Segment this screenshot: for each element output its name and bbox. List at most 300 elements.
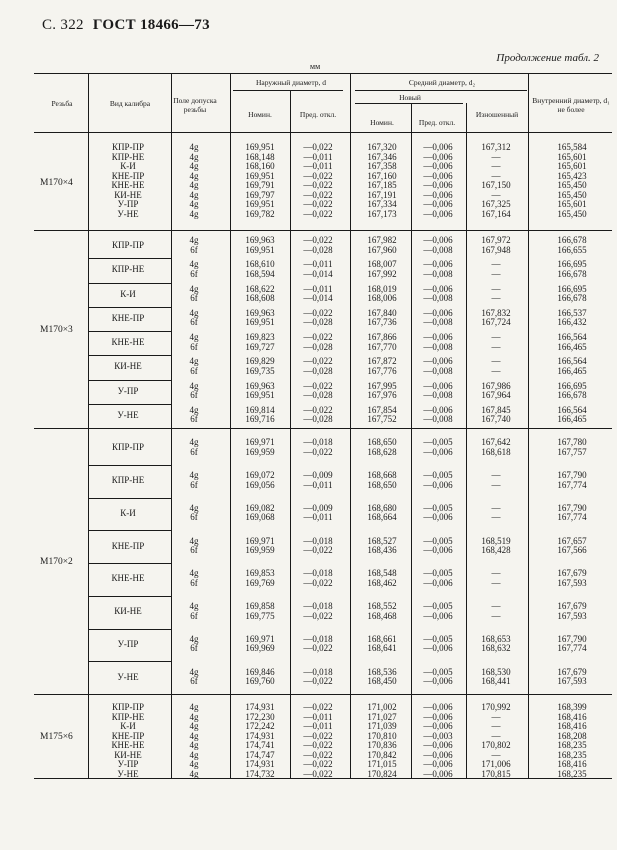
cell-in: 165,450 — [557, 208, 587, 219]
cell-md — [413, 333, 463, 352]
cell-md — [413, 635, 463, 654]
cell-mn: 170,842 — [367, 749, 397, 760]
cell-in — [545, 285, 599, 304]
cell-value: 169,969 — [245, 643, 275, 654]
cell-value: — — [491, 479, 501, 490]
column-rule — [411, 103, 412, 778]
page-header — [42, 17, 210, 34]
cell-worn — [469, 471, 523, 490]
cell-od — [293, 357, 343, 376]
cell-value: 169,814 — [245, 404, 275, 415]
cell-in — [545, 260, 599, 279]
cell-value: —0,008 — [423, 244, 453, 255]
cell-value: 169,963 — [245, 307, 275, 318]
cell-value: —0,005 — [423, 535, 453, 546]
gauge-name: У-НЕ — [117, 208, 139, 219]
cell-value: 168,650 — [367, 479, 397, 490]
cell-on: 169,951 — [245, 142, 275, 152]
gauge-name: У-ПР — [117, 199, 139, 209]
cell-worn: — — [491, 189, 501, 200]
cell-in: 165,423 — [557, 170, 587, 181]
header-outer-diameter: Наружный диаметр, d — [255, 78, 327, 87]
cell-tol: 4g — [189, 721, 199, 731]
cell-value: 167,992 — [367, 268, 397, 279]
cell-value: 167,679 — [557, 666, 587, 677]
cell-value: 167,964 — [481, 390, 511, 401]
cell-value: 6f — [190, 676, 198, 687]
cell-on — [233, 333, 287, 352]
cell-worn — [469, 285, 523, 304]
cell-value: —0,008 — [423, 293, 453, 304]
cell-tol — [174, 668, 214, 687]
cell-value: — — [491, 259, 501, 270]
header-deviation-pitch: Пред. откл. — [418, 118, 456, 127]
cell-value: —0,022 — [303, 577, 333, 588]
gauge-name: КПР-НЕ — [111, 264, 145, 275]
gauge-name: КПР-ПР — [111, 240, 144, 251]
cell-mn — [355, 309, 409, 328]
cell-value: —0,005 — [423, 633, 453, 644]
cell-worn: — — [491, 170, 501, 181]
cell-value: —0,022 — [303, 545, 333, 556]
cell-md — [413, 504, 463, 523]
cell-value: —0,005 — [423, 666, 453, 677]
cell-od — [293, 236, 343, 255]
gauge-separator — [88, 404, 171, 405]
cell-worn: — — [491, 161, 501, 171]
cell-on — [233, 504, 287, 523]
cell-value: 169,072 — [245, 470, 275, 481]
cell-in — [545, 602, 599, 621]
cell-value: 166,695 — [557, 259, 587, 270]
cell-value: 166,655 — [557, 244, 587, 255]
cell-tol: 4g — [189, 768, 199, 779]
thread-label: М175×6 — [40, 732, 73, 742]
cell-od — [293, 382, 343, 401]
cell-mn: 167,346 — [367, 151, 397, 162]
cell-tol — [174, 471, 214, 490]
cell-value: 6f — [190, 610, 198, 621]
cell-od: —0,022 — [303, 749, 333, 760]
cell-on: 174,931 — [245, 702, 275, 712]
cell-value: 168,462 — [367, 577, 397, 588]
cell-in — [545, 504, 599, 523]
gauge-name: КПР-НЕ — [111, 711, 145, 722]
cell-value: —0,028 — [303, 365, 333, 376]
cell-mn: 167,358 — [367, 161, 397, 171]
cell-in: 168,208 — [557, 730, 587, 741]
column-rule — [171, 73, 172, 778]
cell-mn: 167,320 — [367, 142, 397, 152]
cell-on: 168,160 — [245, 161, 275, 171]
cell-value: 169,735 — [245, 365, 275, 376]
cell-value: —0,006 — [423, 283, 453, 294]
cell-value: 168,628 — [367, 446, 397, 457]
cell-value: 169,971 — [245, 437, 275, 448]
cell-value: 4g — [189, 437, 199, 448]
cell-value: —0,022 — [303, 356, 333, 367]
header-bottom-rule — [34, 132, 612, 133]
cell-value: 168,428 — [481, 545, 511, 556]
cell-value: —0,022 — [303, 643, 333, 654]
cell-value: 166,465 — [557, 341, 587, 352]
cell-value: 168,468 — [367, 610, 397, 621]
cell-in — [545, 569, 599, 588]
gauge-name: КИ-НЕ — [114, 606, 142, 617]
cell-on: 169,797 — [245, 189, 275, 200]
cell-on: 174,931 — [245, 759, 275, 769]
cell-tol: 4g — [189, 740, 199, 750]
gauge-name: К-И — [120, 288, 136, 299]
cell-in — [545, 382, 599, 401]
cell-value: 169,971 — [245, 535, 275, 546]
cell-on — [233, 382, 287, 401]
cell-on: 168,148 — [245, 151, 275, 162]
cell-value: 169,823 — [245, 332, 275, 343]
cell-tol: 4g — [189, 189, 199, 200]
cell-value: 166,465 — [557, 365, 587, 376]
cell-value: 169,068 — [245, 512, 275, 523]
gauge-separator — [88, 629, 171, 630]
cell-in — [545, 537, 599, 556]
cell-on: 169,951 — [245, 170, 275, 181]
cell-in: 165,450 — [557, 180, 587, 190]
cell-md: —0,006 — [423, 180, 453, 190]
cell-value: 168,664 — [367, 512, 397, 523]
cell-mn: 167,160 — [367, 170, 397, 181]
cell-value: —0,011 — [303, 259, 333, 270]
cell-tol: 4g — [189, 170, 199, 181]
cell-mn: 170,836 — [367, 740, 397, 750]
cell-value: 4g — [189, 502, 199, 513]
cell-mn — [355, 537, 409, 556]
gauge-name: У-ПР — [117, 638, 139, 649]
cell-value: 167,854 — [367, 404, 397, 415]
cell-value: 6f — [190, 577, 198, 588]
cell-value: 6f — [190, 643, 198, 654]
cell-value: —0,006 — [423, 545, 453, 556]
cell-tol: 4g — [189, 161, 199, 171]
cell-value: 6f — [190, 341, 198, 352]
cell-value: —0,006 — [423, 307, 453, 318]
cell-value: —0,005 — [423, 568, 453, 579]
cell-value: —0,022 — [303, 380, 333, 391]
cell-worn — [469, 504, 523, 523]
cell-value: 6f — [190, 479, 198, 490]
gauge-name: КНЕ-ПР — [111, 170, 145, 181]
units-label: мм — [310, 62, 321, 71]
cell-value: —0,011 — [303, 283, 333, 294]
cell-value: 167,770 — [367, 341, 397, 352]
cell-worn: 170,992 — [481, 702, 511, 712]
cell-on — [233, 438, 287, 457]
cell-in: 168,235 — [557, 749, 587, 760]
cell-in: 168,235 — [557, 768, 587, 779]
cell-value: —0,005 — [423, 470, 453, 481]
cell-od: —0,022 — [303, 702, 333, 712]
cell-md: —0,006 — [423, 740, 453, 750]
cell-value: 166,678 — [557, 268, 587, 279]
cell-value: 166,678 — [557, 293, 587, 304]
cell-in: 168,416 — [557, 711, 587, 722]
cell-value: 167,593 — [557, 676, 587, 687]
cell-on — [233, 260, 287, 279]
cell-value: 4g — [189, 380, 199, 391]
cell-value: 167,840 — [367, 307, 397, 318]
page-number: С. 322 — [42, 17, 84, 33]
cell-tol: 4g — [189, 199, 199, 209]
cell-mn: 167,173 — [367, 208, 397, 219]
cell-value: —0,011 — [303, 512, 333, 523]
cell-worn: — — [491, 711, 501, 722]
cell-tol: 4g — [189, 711, 199, 722]
cell-mn — [355, 236, 409, 255]
cell-value: — — [491, 341, 501, 352]
cell-value: 168,548 — [367, 568, 397, 579]
cell-value: —0,006 — [423, 404, 453, 415]
cell-md: —0,006 — [423, 142, 453, 152]
cell-mn: 167,185 — [367, 180, 397, 190]
cell-od — [293, 635, 343, 654]
cell-value: 168,519 — [481, 535, 511, 546]
cell-on: 174,931 — [245, 730, 275, 741]
cell-value: 168,632 — [481, 643, 511, 654]
cell-value: 168,019 — [367, 283, 397, 294]
cell-value: 4g — [189, 404, 199, 415]
cell-tol: 4g — [189, 702, 199, 712]
cell-value: 6f — [190, 446, 198, 457]
gauge-separator — [88, 465, 171, 466]
cell-value: 168,661 — [367, 633, 397, 644]
cell-md — [413, 382, 463, 401]
column-rule — [290, 90, 291, 778]
cell-md — [413, 260, 463, 279]
cell-tol — [174, 236, 214, 255]
cell-value: 6f — [190, 293, 198, 304]
cell-od: —0,011 — [303, 711, 333, 722]
cell-od: —0,022 — [303, 189, 333, 200]
cell-value: —0,022 — [303, 332, 333, 343]
cell-value: 6f — [190, 545, 198, 556]
cell-value: 166,564 — [557, 356, 587, 367]
cell-value: 167,866 — [367, 332, 397, 343]
cell-od — [293, 438, 343, 457]
cell-od: —0,011 — [303, 721, 333, 731]
cell-od — [293, 537, 343, 556]
cell-md: —0,006 — [423, 759, 453, 769]
cell-od: —0,011 — [303, 161, 333, 171]
cell-od: —0,022 — [303, 759, 333, 769]
cell-od — [293, 569, 343, 588]
cell-worn — [469, 236, 523, 255]
cell-od: —0,022 — [303, 740, 333, 750]
cell-value: 6f — [190, 268, 198, 279]
cell-value: —0,018 — [303, 437, 333, 448]
cell-mn — [355, 569, 409, 588]
cell-worn — [469, 333, 523, 352]
cell-value: 169,963 — [245, 380, 275, 391]
cell-od — [293, 309, 343, 328]
cell-value: —0,006 — [423, 643, 453, 654]
cell-value: 169,760 — [245, 676, 275, 687]
cell-value: —0,006 — [423, 577, 453, 588]
cell-value: 167,948 — [481, 244, 511, 255]
cell-worn: 167,150 — [481, 180, 511, 190]
cell-value: 166,695 — [557, 283, 587, 294]
cell-od — [293, 406, 343, 425]
cell-on — [233, 537, 287, 556]
cell-od — [293, 471, 343, 490]
cell-in — [545, 309, 599, 328]
cell-value: —0,006 — [423, 676, 453, 687]
gauge-name: К-И — [120, 721, 136, 731]
cell-tol: 4g — [189, 749, 199, 760]
cell-value: 167,832 — [481, 307, 511, 318]
gauge-separator — [88, 283, 171, 284]
gauge-name: КИ-НЕ — [114, 189, 142, 200]
cell-value: — — [491, 356, 501, 367]
cell-on — [233, 285, 287, 304]
cell-on: 169,951 — [245, 199, 275, 209]
cell-tol: 4g — [189, 142, 199, 152]
cell-tol: 4g — [189, 730, 199, 741]
header-worn: Изношенный — [475, 110, 519, 119]
column-rule — [230, 73, 231, 778]
cell-od: —0,022 — [303, 199, 333, 209]
cell-value: 166,432 — [557, 317, 587, 328]
cell-in: 165,601 — [557, 151, 587, 162]
cell-md: —0,006 — [423, 768, 453, 779]
cell-in: 168,416 — [557, 759, 587, 769]
cell-value: —0,018 — [303, 633, 333, 644]
gauge-separator — [88, 380, 171, 381]
cell-value: —0,008 — [423, 317, 453, 328]
cell-value: 6f — [190, 317, 198, 328]
cell-worn — [469, 260, 523, 279]
header-nominal-pitch: Номин. — [370, 118, 394, 127]
gauge-name: КПР-ПР — [111, 702, 144, 712]
column-rule — [528, 73, 529, 778]
cell-value: 167,872 — [367, 356, 397, 367]
cell-on: 174,732 — [245, 768, 275, 779]
cell-value: — — [491, 365, 501, 376]
cell-value: 168,536 — [367, 666, 397, 677]
cell-value: 167,982 — [367, 235, 397, 246]
gauge-name: КНЕ-НЕ — [111, 337, 145, 348]
gauge-separator — [88, 661, 171, 662]
cell-worn: 167,312 — [481, 142, 511, 152]
cell-worn: — — [491, 151, 501, 162]
header-deviation-outer: Пред. откл. — [299, 110, 337, 119]
cell-tol: 4g — [189, 151, 199, 162]
gauge-name: КНЕ-ПР — [111, 730, 145, 741]
cell-tol — [174, 285, 214, 304]
gauge-name: КПР-НЕ — [111, 475, 145, 486]
cell-tol — [174, 357, 214, 376]
cell-value: — — [491, 512, 501, 523]
cell-value: —0,006 — [423, 259, 453, 270]
column-rule — [350, 73, 351, 778]
cell-md: —0,006 — [423, 721, 453, 731]
gauge-name: У-НЕ — [117, 409, 139, 420]
cell-in: 165,601 — [557, 199, 587, 209]
cell-md: —0,006 — [423, 151, 453, 162]
cell-value: 4g — [189, 307, 199, 318]
cell-value: 4g — [189, 568, 199, 579]
cell-value: 169,775 — [245, 610, 275, 621]
cell-value: 168,441 — [481, 676, 511, 687]
cell-value: —0,018 — [303, 535, 333, 546]
cell-tol — [174, 438, 214, 457]
cell-od — [293, 504, 343, 523]
cell-mn — [355, 382, 409, 401]
cell-in: 168,399 — [557, 702, 587, 712]
cell-value: 168,650 — [367, 437, 397, 448]
cell-value: 4g — [189, 259, 199, 270]
cell-value: 168,668 — [367, 470, 397, 481]
cell-value: 167,593 — [557, 577, 587, 588]
header-nominal-outer: Номин. — [248, 110, 272, 119]
cell-worn — [469, 357, 523, 376]
cell-od: —0,022 — [303, 142, 333, 152]
cell-value: —0,022 — [303, 307, 333, 318]
cell-value: —0,006 — [423, 479, 453, 490]
group-rule — [34, 230, 612, 231]
cell-value: 167,774 — [557, 643, 587, 654]
cell-mn — [355, 635, 409, 654]
cell-tol — [174, 406, 214, 425]
cell-od — [293, 285, 343, 304]
cell-value: —0,006 — [423, 356, 453, 367]
cell-value: —0,008 — [423, 365, 453, 376]
cell-md — [413, 471, 463, 490]
thread-label: М170×3 — [40, 325, 73, 335]
cell-in — [545, 635, 599, 654]
cell-value: 166,564 — [557, 332, 587, 343]
thread-label: М170×2 — [40, 557, 73, 567]
cell-in: 165,601 — [557, 161, 587, 171]
cell-value: 4g — [189, 633, 199, 644]
cell-value: 167,972 — [481, 235, 511, 246]
cell-value: —0,022 — [303, 446, 333, 457]
cell-md: —0,006 — [423, 711, 453, 722]
cell-value: —0,028 — [303, 390, 333, 401]
cell-value: 168,653 — [481, 633, 511, 644]
cell-worn: 171,006 — [481, 759, 511, 769]
gauge-separator — [88, 355, 171, 356]
cell-in — [545, 333, 599, 352]
cell-md — [413, 537, 463, 556]
cell-value: — — [491, 601, 501, 612]
cell-on: 169,782 — [245, 208, 275, 219]
cell-in — [545, 668, 599, 687]
cell-tol — [174, 602, 214, 621]
cell-value: 168,552 — [367, 601, 397, 612]
cell-value: 167,679 — [557, 601, 587, 612]
cell-value: — — [491, 577, 501, 588]
cell-in — [545, 236, 599, 255]
cell-md: —0,006 — [423, 749, 453, 760]
header-thread: Резьба — [51, 99, 73, 108]
cell-in: 168,416 — [557, 721, 587, 731]
cell-value: 168,436 — [367, 545, 397, 556]
cell-value: 166,465 — [557, 414, 587, 425]
cell-md: —0,006 — [423, 170, 453, 181]
cell-md: —0,006 — [423, 189, 453, 200]
cell-value: —0,008 — [423, 390, 453, 401]
cell-value: 169,951 — [245, 390, 275, 401]
cell-value: 167,736 — [367, 317, 397, 328]
